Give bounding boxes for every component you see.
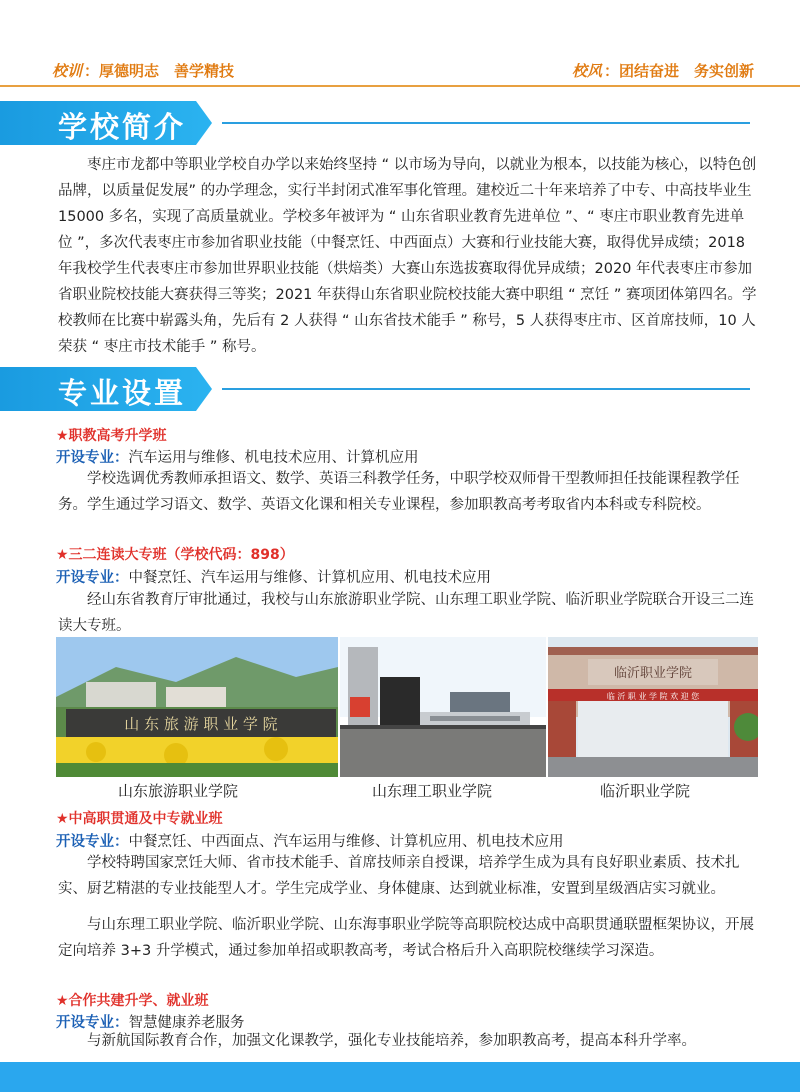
motto-value: 厚德明志 善学精技 <box>99 62 235 80</box>
majors-list: 中餐烹饪、汽车运用与维修、计算机应用、机电技术应用 <box>128 570 491 586</box>
sign-linyi: 临沂职业学院 <box>613 666 693 681</box>
program-title: ★三二连读大专班（学校代码：898） <box>56 547 294 563</box>
majors-key: 开设专业： <box>56 1015 129 1031</box>
intro-section-title: 学校简介 <box>58 110 187 144</box>
school-motto: 校训 ：厚德明志 善学精技 <box>52 62 235 80</box>
program-majors <box>56 446 766 467</box>
majors-list: 中餐烹饪、中西面点、汽车运用与维修、计算机应用、机电技术应用 <box>128 834 564 850</box>
majors-key: 开设专业： <box>56 450 129 466</box>
program-desc: 与新航国际教育合作，加强文化课教学，强化专业技能培养，参加职教高考，提高本科升学率。 <box>87 1033 696 1049</box>
program-majors <box>56 830 766 851</box>
program-desc: 学校特聘国家烹饪大师、省市技术能手、首席技师亲自授课，培养学生成为具有良好职业素质、技术扎实、厨艺精湛的专业技能型人才。学生完成学业、身体健康、达到就业标准，安置到星级酒店实习就业。 <box>58 855 740 897</box>
program-desc-2: 与山东理工职业学院、临沂职业学院、山东海事职业学院等高职院校达成中高职贯通联盟框架协议，开展定向培养 3+3 升学模式，通过参加单招或职教高考，考试合格后升入高职院校继续学习深造。 <box>58 917 754 959</box>
intro-section-header <box>0 101 800 145</box>
school-style: 校风 ：团结奋进 务实创新 <box>571 62 754 80</box>
photo-caption: 山东旅游职业学院 <box>118 782 239 800</box>
sign-tourism: 山 东 旅 游 职 业 学 院 <box>124 715 278 733</box>
program-desc: 学校选调优秀教师承担语文、数学、英语三科教学任务，中职学校双师骨干型教师担任技能课程教学任务。学生通过学习语文、数学、英语文化课和相关专业课程，参加职教高考考取省内本科或专科院校。 <box>58 471 740 513</box>
photo-linyi <box>548 637 758 777</box>
majors-section-header <box>0 367 800 411</box>
majors-key: 开设专业： <box>56 570 129 586</box>
style-value: 团结奋进 务实创新 <box>618 62 754 80</box>
program-majors <box>56 566 766 587</box>
photo-caption: 山东理工职业学院 <box>372 782 493 800</box>
motto-key: 校训 <box>52 62 83 80</box>
program-title: ★职教高考升学班 <box>56 428 167 444</box>
majors-list: 智慧健康养老服务 <box>128 1015 245 1031</box>
header-bar <box>0 0 800 88</box>
program-title: ★合作共建升学、就业班 <box>56 993 209 1009</box>
majors-key: 开设专业： <box>56 834 129 850</box>
photo-shandong-tourism <box>56 637 338 777</box>
intro-text: 枣庄市龙都中等职业学校自办学以来始终坚持 “ 以市场为导向，以就业为根本，以技能为核心，以特色创品牌，以质量促发展” 的办学理念，实行半封闭式准军事化管理。建校近二十年来培养了中专、中高技毕业生 15000 多名，实现了高质量就业。学校多年被评为 “ 山东省职业教育先进单位 ”、“ 枣庄市职业教育先进单位 ”，多次代表枣庄市参加省职业技能（中餐烹饪、中西面点）大赛和行业技能大赛，取得优异成绩；2018 年我校学生代表枣庄市参加世界职业技能（烘焙类）大赛山东选拔赛取得优异成绩；2020 年代表枣庄市参加省职业院校技能大赛获得三等奖；2021 年获得山东省职业院校技能大赛中职组 “ 烹饪 ” 赛项团体第四名。学校教师在比赛中崭露头角，先后有 2 人获得 “ 山东省技术能手 ” 称号，5 人获得枣庄市、区首席技师，10 人荣获 “ 枣庄市技术能手 ” 称号。 <box>58 157 757 355</box>
section-line <box>222 388 750 390</box>
footer-bar <box>0 1062 800 1092</box>
college-photos <box>56 637 758 783</box>
photo-caption: 临沂职业学院 <box>600 782 691 800</box>
banner-linyi: 临 沂 职 业 学 院 欢 迎 您 <box>606 692 700 701</box>
style-key: 校风 <box>571 62 602 80</box>
majors-list: 汽车运用与维修、机电技术应用、计算机应用 <box>128 450 419 466</box>
header-divider <box>0 85 800 87</box>
majors-section-title: 专业设置 <box>58 376 187 410</box>
program-desc: 经山东省教育厅审批通过，我校与山东旅游职业学院、山东理工职业学院、临沂职业学院联合开设三二连读大专班。 <box>58 592 754 634</box>
photo-shandong-polytechnic <box>340 637 546 777</box>
program-title: ★中高职贯通及中专就业班 <box>56 811 223 827</box>
section-line <box>222 122 750 124</box>
